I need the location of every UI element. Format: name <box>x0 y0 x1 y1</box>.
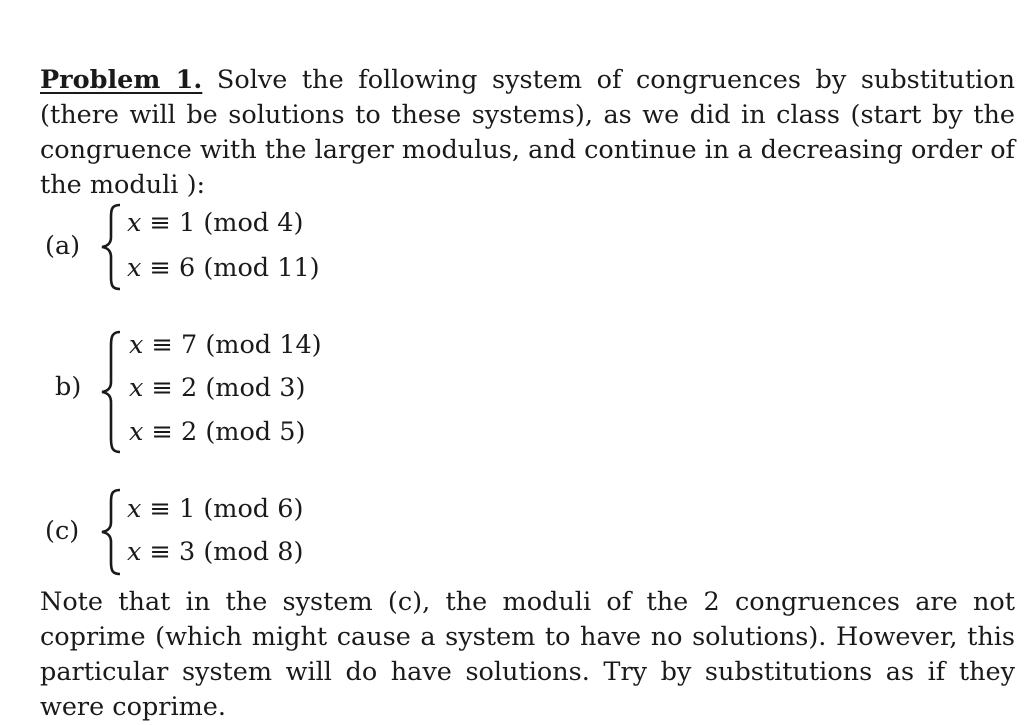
part-label-b: b) <box>55 372 82 402</box>
equation-b-1: x ≡ 7 (mod 14) <box>129 330 322 360</box>
equation-c-2: x ≡ 3 (mod 8) <box>127 537 304 567</box>
problem-intro-text: Solve the following system of congruences by substitution (there will be solutions to these systems), as we did in class (start by the congruence with the larger modulus, and continue in a decreasing order of the moduli ): <box>40 65 1016 200</box>
problem-statement <box>40 63 1015 203</box>
equation-a-1: x ≡ 1 (mod 4) <box>127 208 304 238</box>
problem-title: Problem 1. <box>40 65 203 95</box>
note-paragraph: Note that in the system (c), the moduli of the 2 congruences are not coprime (which might cause a system to have no solutions). However, this particular system will do have solutions. Try by substitutions as if they were coprime. <box>40 587 1015 722</box>
equation-b-3: x ≡ 2 (mod 5) <box>129 417 306 447</box>
equation-a-2: x ≡ 6 (mod 11) <box>127 253 320 283</box>
equation-c-1: x ≡ 1 (mod 6) <box>127 494 304 524</box>
left-brace-icon <box>100 488 122 576</box>
part-label-c: (c) <box>45 516 80 546</box>
part-label-a: (a) <box>45 231 81 261</box>
left-brace-icon <box>100 203 122 291</box>
equation-b-2: x ≡ 2 (mod 3) <box>129 373 306 403</box>
left-brace-icon <box>100 330 122 454</box>
